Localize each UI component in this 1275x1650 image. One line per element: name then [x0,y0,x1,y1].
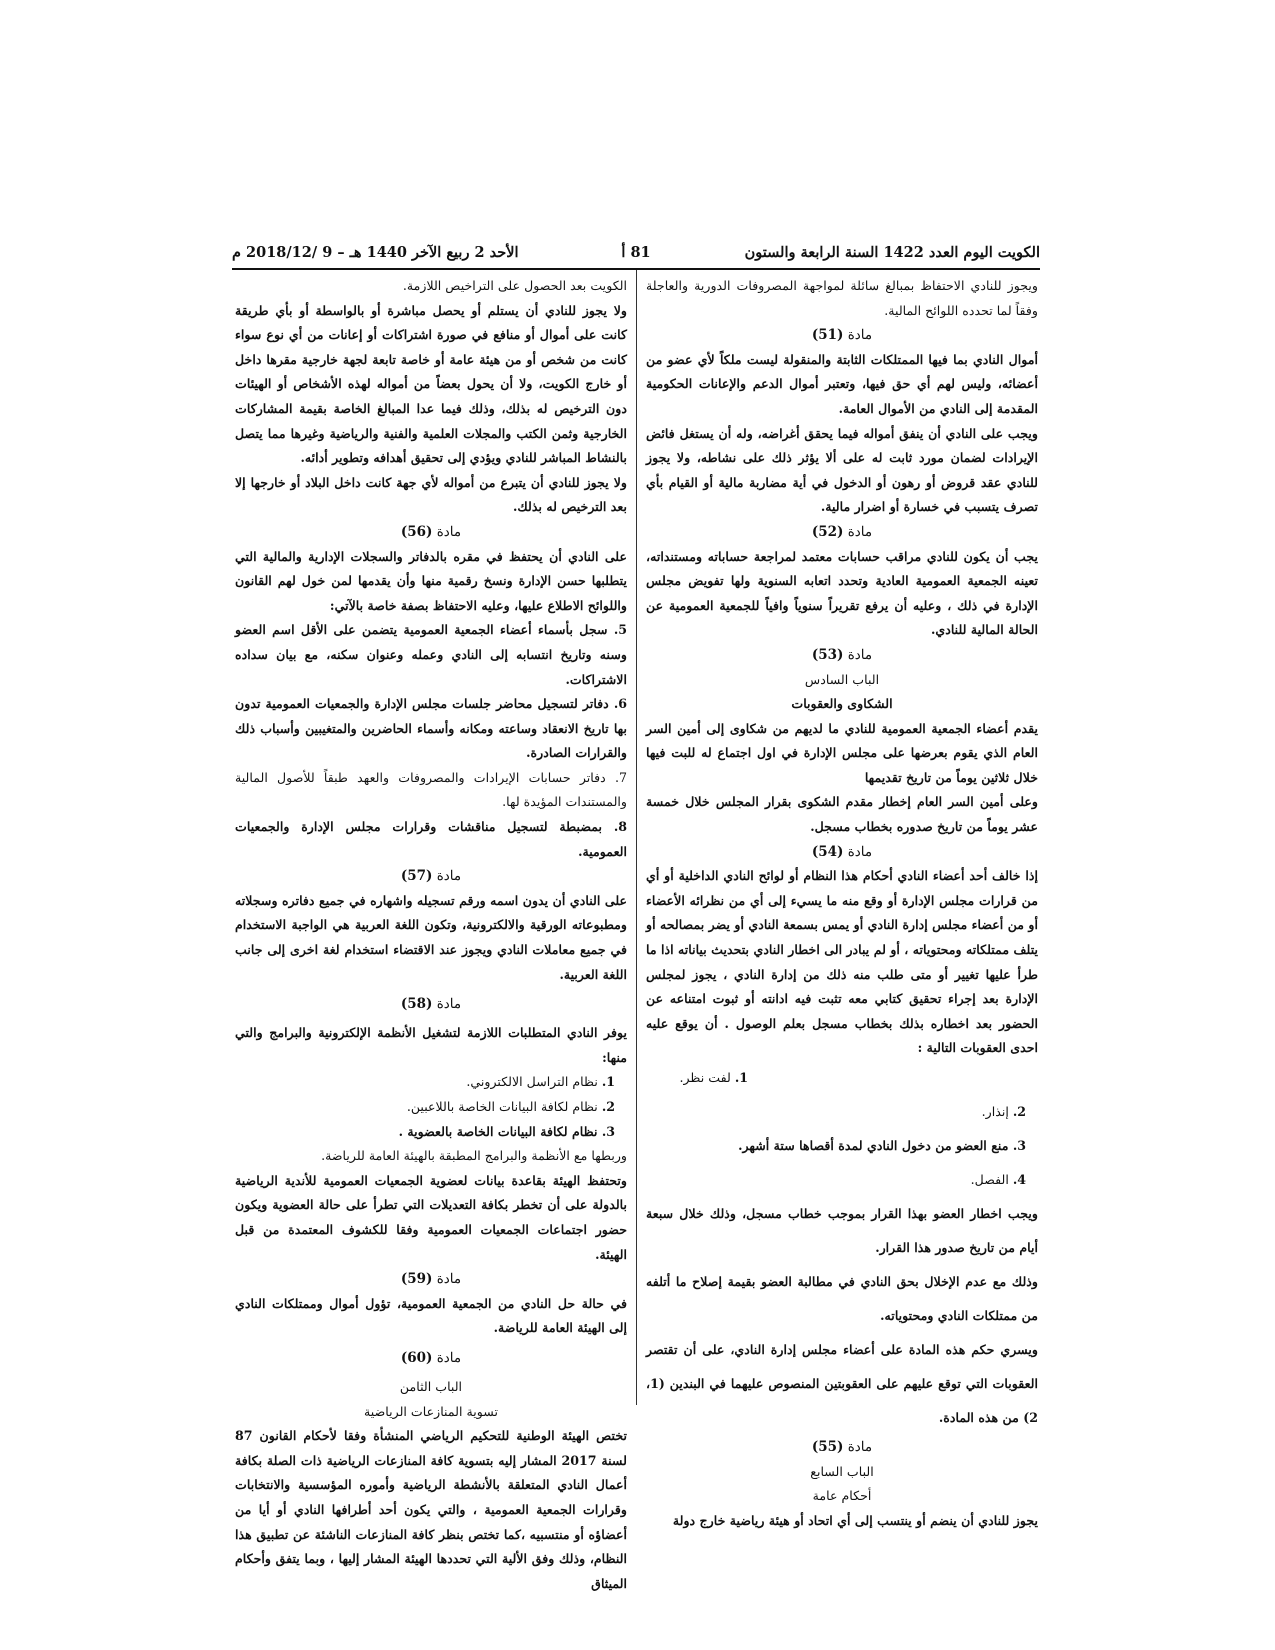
paragraph: وتحتفظ الهيئة بقاعدة بيانات لعضوية الجمعيات العمومية للأندية الرياضية بالدولة على أن تخطر بكافة التعديلات التي تطرأ على حالة العضوية ويكون حضور اجتماعات الجمعيات العمومية وفقا للكشوف المعتمدة من قبل الهيئة. [235,1172,627,1262]
header-issue-info: الكويت اليوم العدد 1422 السنة الرابعة والستون [744,244,1040,261]
chapter-subtitle: أحكام عامة [812,1488,872,1504]
paragraph: على النادي أن يحتفظ في مقره بالدفاتر والسجلات الإدارية والمالية التي يتطلبها حسن الإدارة ونسخ رقمية منها وأن يقدمها لمن خول لهم القانون واللوائح الاطلاع عليها، وعليه الاحتفاظ بصفة خاصة بالآتي: [235,548,627,613]
paragraph: يوفر النادي المتطلبات اللازمة لتشغيل الأنظمة الإلكترونية والبرامج والتي منها: [235,1025,627,1065]
paragraph: على النادي أن يدون اسمه ورقم تسجيله واشهاره في جميع دفاتره وسجلاته ومطبوعاته الورقية والالكترونية، وتكون اللغة العربية هي الواجبة الاستخدام في جميع معاملات النادي ويجوز عند الاقتضاء استخدام لغة اخرى إلى جانب اللغة العربية. [235,892,627,982]
article-heading-53: مادة (53) [811,646,873,663]
list-item: 1. نظام التراسل الالكتروني. [466,1074,615,1090]
header-page-number: 81 أ [621,244,651,261]
chapter-title: الباب السادس [804,671,880,687]
chapter-title: الباب الثامن [399,1378,463,1394]
list-item: 1. لفت نظر. [679,1070,748,1085]
left-column [235,274,628,1591]
right-column [646,274,1038,1528]
header-date: الأحد 2 ربيع الآخر 1440 هـ – 9 /2018/12 م [232,244,519,261]
paragraph: ويجب على النادي أن ينفق أمواله فيما يحقق أغراضه، وله أن يستغل فائض الإيرادات لضمان مورد ثابت له على ألا يؤثر ذلك على نشاطه، ولا يجوز للنادي عقد قروض أو رهون أو الدخول في أية مضاربة مالية أو القيام بأي تصرف يتسبب في خسارة أو اضرار مالية. [646,425,1038,515]
article-heading-51: مادة (51) [811,327,873,344]
paragraph: يجوز للنادي أن ينضم أو ينتسب إلى أي اتحاد أو هيئة رياضية خارج دولة [672,1512,1038,1528]
paragraph: ولا يجوز للنادي أن يتبرع من أمواله لأي جهة كانت داخل البلاد أو خارجها إلا بعد الترخيص له بذلك. [235,474,627,515]
paragraph: الكويت بعد الحصول على التراخيص اللازمة. [402,278,627,293]
list-item: 4. الفصل. [970,1172,1026,1187]
chapter-subtitle: الشكاوى والعقوبات [791,696,893,712]
paragraph: يجب أن يكون للنادي مراقب حسابات معتمد لمراجعة حساباته ومستنداته، تعينه الجمعية العمومية العادية وتحدد اتعابه السنوية ولها تفويض مجلس الإدارة في ذلك ، وعليه أن يرفع تقريراً سنوياً وافياً للجمعية العمومية عن الحالة المالية للنادي. [646,548,1038,638]
paragraph: ويسري حكم هذه المادة على أعضاء مجلس إدارة النادي، على أن تقتصر العقوبات التي توقع عليهم على العقوبتين المنصوص عليهما في البندين (1، 2) من هذه المادة. [646,1342,1038,1425]
list-item: 8. بمضبطة لتسجيل مناقشات وقرارات مجلس الإدارة والجمعيات العمومية. [235,819,627,859]
article-heading-58: مادة (58) [400,996,462,1013]
list-item: 3. نظام لكافة البيانات الخاصة بالعضوية . [398,1123,615,1139]
paragraph: وربطها مع الأنظمة والبرامج المطبقة بالهيئة العامة للرياضة. [321,1148,627,1164]
article-heading-59: مادة (59) [400,1271,462,1288]
paragraph: ويجب اخطار العضو بهذا القرار بموجب خطاب مسجل، وذلك خلال سبعة أيام من تاريخ صدور هذا القرار. [646,1206,1038,1255]
article-heading-57: مادة (57) [400,868,462,885]
list-item: 3. منع العضو من دخول النادي لمدة أقصاها ستة أشهر. [738,1138,1026,1153]
list-item: 5. سجل بأسماء أعضاء الجمعية العمومية يتضمن على الأقل اسم العضو وسنه وتاريخ انتسابه إلى النادي وعمله وعنوان سكنه، مع بيان سداده الاشتراكات. [235,622,627,687]
article-heading-56: مادة (56) [400,523,462,540]
paragraph: في حالة حل النادي من الجمعية العمومية، تؤول أموال وممتلكات النادي إلى الهيئة العامة للرياضة. [235,1295,627,1336]
article-heading-52: مادة (52) [811,523,873,540]
chapter-title: الباب السابع [810,1463,874,1479]
paragraph: ولا يجوز للنادي أن يستلم أو يحصل مباشرة أو بالواسطة أو بأي طريقة كانت على أموال أو منافع في صورة اشتراكات أو إعانات من أي نوع سواء كانت من شخص أو من هيئة عامة أو خاصة تابعة لجهة خارجية مقرها داخل أو خارج الكويت، ولا أن يحول بعضاً من أمواله لهذه الأشخاص أو الهيئات دون الترخيص له بذلك، وذلك فيما عدا المبالغ الخاصة بقيمة المشاركات الخارجية وثمن الكتب والمجلات العلمية والفنية والرياضية وغيرها مما يتصل بالنشاط المباشر للنادي ويؤدي إلى تحقيق أهدافه وتطوير أدائه. [235,302,627,466]
paragraph: وذلك مع عدم الإخلال بحق النادي في مطالبة العضو بقيمة إصلاح ما أتلفه من ممتلكات النادي ومحتوياته. [646,1274,1038,1323]
article-heading-55: مادة (55) [811,1439,873,1455]
column-divider [636,270,637,1405]
page-header [232,242,1040,270]
article-heading-60: مادة (60) [400,1349,462,1366]
paragraph: يقدم أعضاء الجمعية العمومية للنادي ما لديهم من شكاوى إلى أمين السر العام الذي يقوم بعرضها على مجلس الإدارة في اول اجتماع له للبت فيها خلال ثلاثين يوماً من تاريخ تقديمها [646,720,1038,785]
list-item: 2. نظام لكافة البيانات الخاصة باللاعبين. [406,1099,615,1114]
article-heading-54: مادة (54) [811,843,873,860]
paragraph: إذا خالف أحد أعضاء النادي أحكام هذا النظام أو لوائح النادي الداخلية أو أي من قرارات مجلس الإدارة أو وقع منه ما يسيء إلى أي من نظرائه الأعضاء أو من أعضاء مجلس إدارة النادي أو يمس بسمعة النادي أو يضر بمصالحه أو يتلف ممتلكاته ومحتوياته ، أو لم يبادر الى اخطار النادي بتحديث بياناته اذا ما طرأ عليها تغيير أو متى طلب منه ذلك من إدارة النادي ، يجوز لمجلس الإدارة بعد إجراء تحقيق كتابي معه تثبت فيه ادانته أو ثبوت امتناعه عن الحضور بعد اخطاره بذلك بخطاب مسجل بعلم الوصول . أن يوقع عليه احدى العقوبات التالية : [646,868,1038,1056]
list-item: 6. دفاتر لتسجيل محاضر جلسات مجلس الإدارة والجمعيات العمومية تدون بها تاريخ الانعقاد وساعته ومكانه وأسماء الحاضرين والمتغيبين وأسباب ذلك والقرارات الصادرة. [235,696,628,761]
paragraph: أموال النادي بما فيها الممتلكات الثابتة والمنقولة ليست ملكاً لأي عضو من أعضائه، وليس لهم أي حق فيها، وتعتبر أموال الدعم والإعانات الحكومية المقدمة إلى النادي من الأموال العامة. [646,351,1038,416]
chapter-subtitle: تسوية المنازعات الرياضية [364,1403,498,1419]
list-item: 7. دفاتر حسابات الإيرادات والمصروفات والعهد طبقاً للأصول المالية والمستندات المؤيدة لها. [235,769,627,810]
list-item: 2. إنذار. [981,1104,1026,1119]
paragraph: تختص الهيئة الوطنية للتحكيم الرياضي المنشأة وفقا لأحكام القانون 87 لسنة 2017 المشار إليه بتسوية كافة المنازعات الرياضية ذات الصلة بكافة أعمال النادي المتعلقة بالأنشطة الرياضية وأموره المؤسسية والانتخابات وقرارات الجمعية العمومية ، والتي يكون أحد أطرافها النادي أو أيا من أعضاؤه أو منتسبيه ،كما تختص بنظر كافة المنازعات الناشئة عن تطبيق هذا النظام، وذلك وفق الألية التي تحددها الهيئة المشار إليها ، وبما يتفق وأحكام الميثاق [235,1428,627,1591]
paragraph: وعلى أمين السر العام إخطار مقدم الشكوى بقرار المجلس خلال خمسة عشر يوماً من تاريخ صدوره بخطاب مسجل. [646,794,1038,835]
paragraph: ويجوز للنادي الاحتفاظ بمبالغ سائلة لمواجهة المصروفات الدورية والعاجلة وفقاً لما تحدده اللوائح المالية. [646,278,1038,318]
